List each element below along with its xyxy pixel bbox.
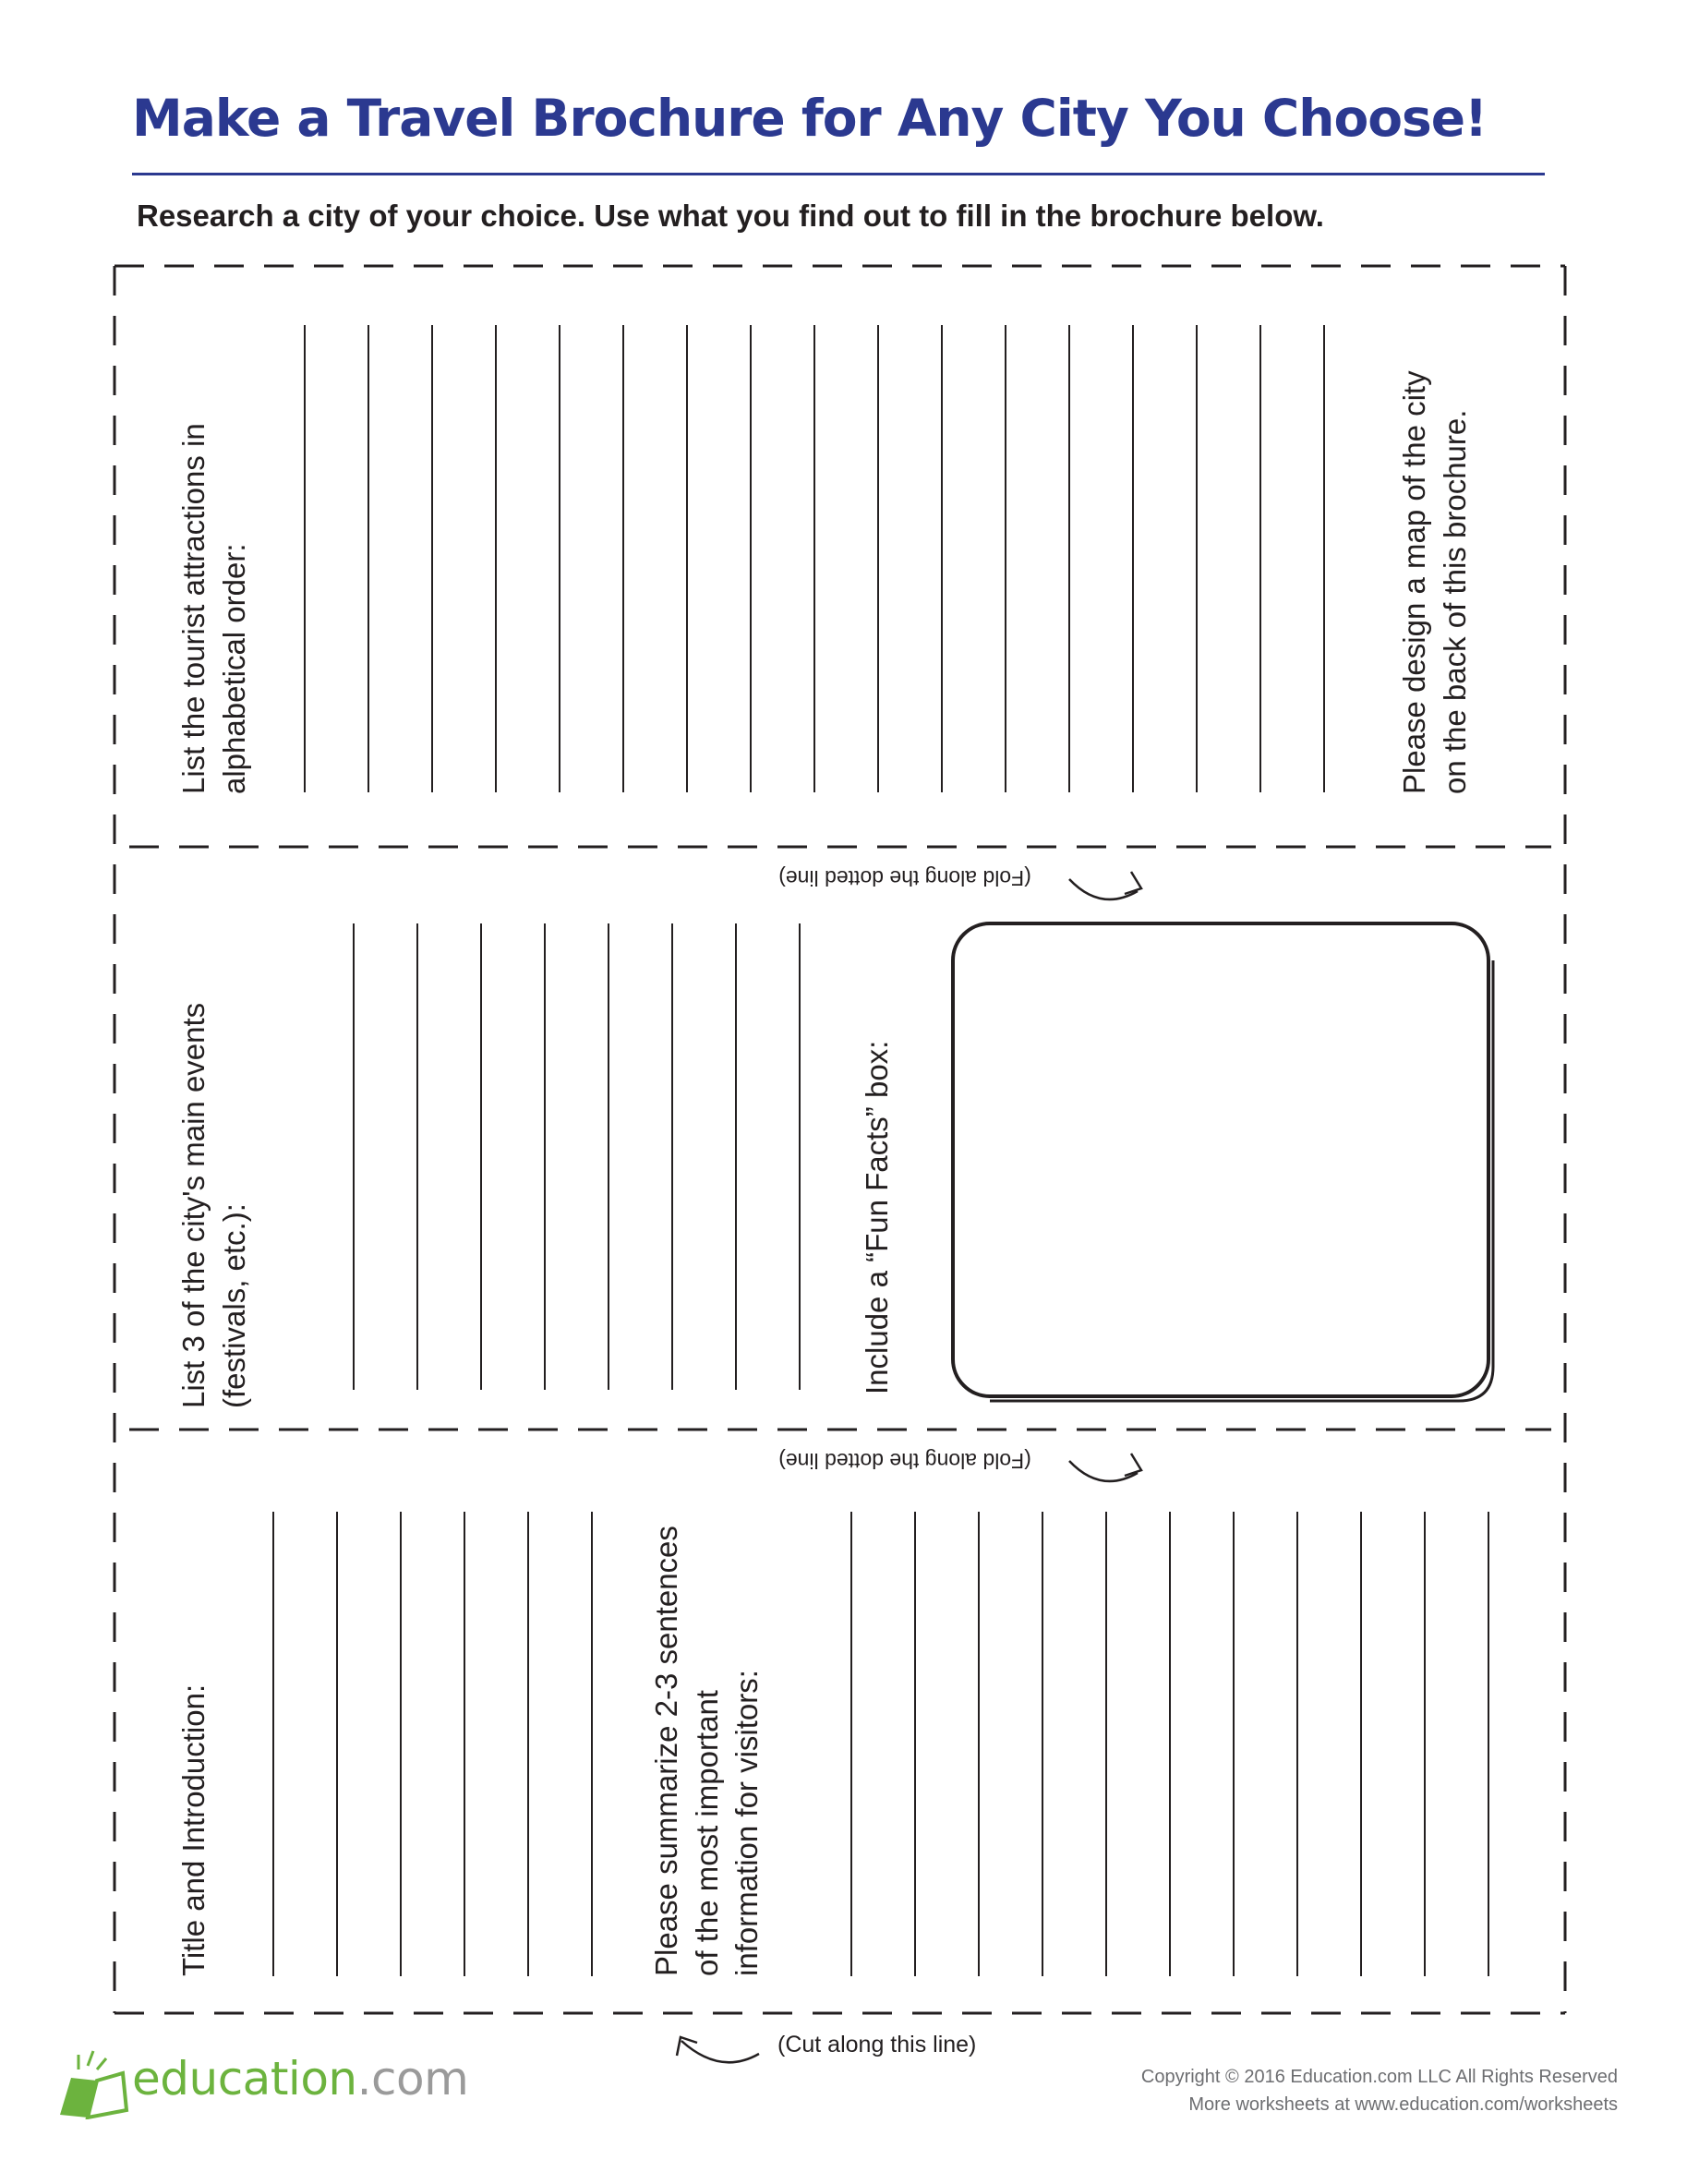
page-title: Make a Travel Brochure for Any City You Choose! xyxy=(132,89,1488,148)
introduction-prompt: Title and Introduction: xyxy=(176,1683,211,1976)
cut-label: (Cut along this line) xyxy=(777,2032,977,2057)
attractions-writing-lines xyxy=(305,325,1324,792)
summary-prompt: Please summarize 2-3 sentences of the most important information for visitors: xyxy=(649,1526,765,1976)
events-prompt: List 3 of the city's main events (festivals, etc.): xyxy=(176,1002,251,1408)
fun-facts-box-shadow xyxy=(990,960,1493,1401)
introduction-writing-lines xyxy=(273,1512,592,1976)
education-logo-icon xyxy=(51,2045,134,2119)
cut-arrow-icon xyxy=(677,2037,759,2062)
fun-facts-prompt: Include a “Fun Facts” box: xyxy=(860,1040,894,1394)
attractions-prompt: List the tourist attractions in alphabetical order: xyxy=(176,423,251,794)
summary-writing-lines xyxy=(851,1512,1488,1976)
events-writing-lines xyxy=(354,923,800,1390)
education-logo-wordmark: education.com xyxy=(132,2052,469,2106)
fun-facts-box xyxy=(953,923,1488,1396)
copyright-notice: Copyright © 2016 Education.com LLC All Rights Reserved More worksheets at www.education.com/worksheets xyxy=(1140,2067,1618,2115)
fold-label: (Fold along the dotted line) xyxy=(778,866,1031,890)
fold-arrow-icon xyxy=(1069,872,1141,899)
instructions: Research a city of your choice. Use what you find out to fill in the brochure below. xyxy=(137,199,1324,233)
fold-arrow-icon xyxy=(1069,1454,1141,1481)
map-note: Please design a map of the city on the back of this brochure. xyxy=(1397,370,1472,794)
fold-label: (Fold along the dotted line) xyxy=(778,1449,1031,1473)
